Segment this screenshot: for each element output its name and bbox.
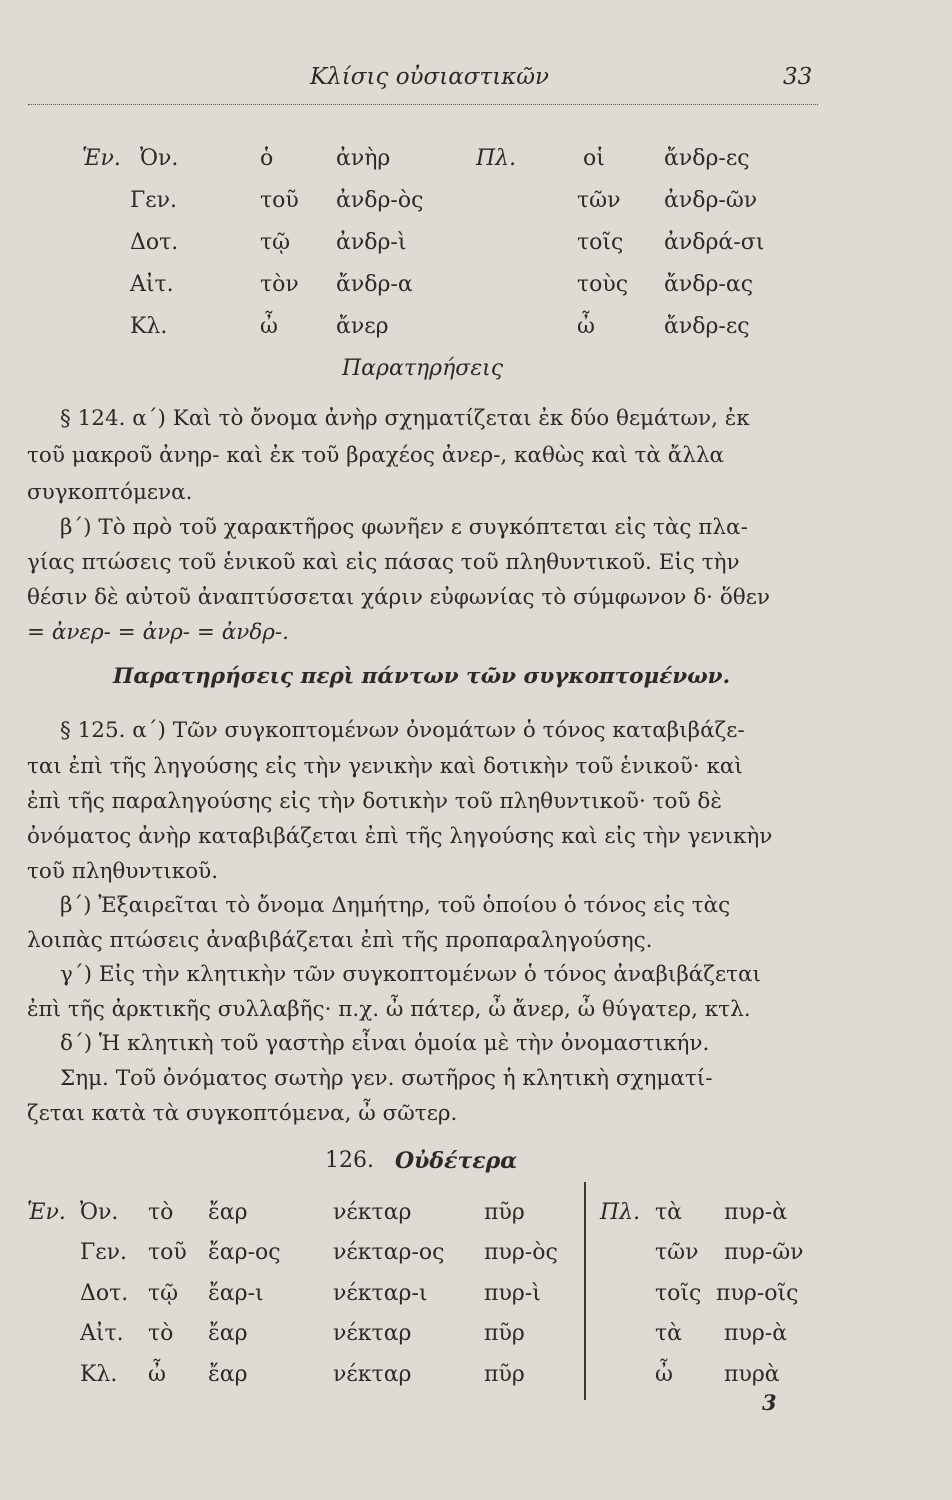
plural-article: τὰ <box>655 1321 683 1346</box>
form-ear: ἔαρ-ος <box>208 1240 281 1265</box>
paragraph-125-note-line: ζεται κατὰ τὰ συγκοπτόμενα, ὦ σῶτερ. <box>27 1101 458 1126</box>
paragraph-124-line: συγκοπτόμενα. <box>27 480 193 505</box>
plural-form: ἀνδρ-ῶν <box>664 188 758 213</box>
form-nektar: νέκταρ-ι <box>333 1281 428 1306</box>
paragraph-125-line: ὀνόματος ἀνὴρ καταβιβάζεται ἐπὶ τῆς ληγούσης καὶ εἰς τὴν γενικὴν <box>27 824 773 849</box>
form: ἀνὴρ <box>336 146 391 171</box>
case-label: Δοτ. <box>130 230 179 255</box>
section-heading: Παρατηρήσεις <box>342 356 504 381</box>
paragraph-124-line: γίας πτώσεις τοῦ ἑνικοῦ καὶ εἰς πάσας τοῦ πληθυντικοῦ. Εἰς τὴν <box>27 550 740 575</box>
case-label: Ὀν. <box>140 146 179 171</box>
form: ἀνδρ-ὸς <box>336 188 424 213</box>
plural-article: οἱ <box>583 146 605 171</box>
header-rule <box>28 104 818 105</box>
form-nektar: νέκταρ <box>333 1321 412 1346</box>
section-heading: Οὐδέτερα <box>395 1148 518 1174</box>
paragraph-125-line: λοιπὰς πτώσεις ἀναβιβάζεται ἐπὶ τῆς προπαραληγούσης. <box>27 928 653 953</box>
plural-article: ὦ <box>655 1362 673 1387</box>
paragraph-125-line: δ΄) Ἡ κλητικὴ τοῦ γαστὴρ εἶναι ὁμοία μὲ τὴν ὀνομαστικήν. <box>60 1031 710 1056</box>
article: τοῦ <box>148 1240 187 1265</box>
plural-form: πυρ-ὰ <box>724 1321 788 1346</box>
paragraph-125-line: β΄) Ἐξαιρεῖται τὸ ὄνομα Δημήτηρ, τοῦ ὁποίου ὁ τόνος εἰς τὰς <box>60 893 731 918</box>
form-ear: ἔαρ <box>208 1362 248 1387</box>
paragraph-125-line: ἐπὶ τῆς παραληγούσης εἰς τὴν δοτικὴν τοῦ πληθυντικοῦ· τοῦ δὲ <box>27 789 722 814</box>
form-ear: ἔαρ <box>208 1321 248 1346</box>
form-pyr: πυρ-ὸς <box>484 1240 558 1265</box>
article: ὦ <box>148 1362 166 1387</box>
form: ἄνδρ-α <box>336 272 413 297</box>
case-label: Γεν. <box>130 188 178 213</box>
plural-article: τὰ <box>655 1200 683 1225</box>
plural-form: ἀνδρά-σι <box>664 230 765 255</box>
plural-form: ἄνδρ-ες <box>664 314 750 339</box>
plural-form: ἄνδρ-ας <box>664 272 754 297</box>
paragraph-125-line: τοῦ πληθυντικοῦ. <box>27 859 219 884</box>
form-pyr: πυρ-ὶ <box>484 1281 541 1306</box>
plural-article: τοῖς <box>655 1281 702 1306</box>
singular-label: Ἑν. <box>27 1200 66 1225</box>
article: τοῦ <box>260 188 299 213</box>
plural-article: τοὺς <box>577 272 629 297</box>
form-ear: ἔαρ <box>208 1200 248 1225</box>
running-header-title: Κλίσις οὐσιαστικῶν <box>310 64 550 90</box>
section-number: 126. <box>325 1148 374 1173</box>
paragraph-125-line: γ΄) Εἰς τὴν κλητικὴν τῶν συγκοπτομένων ὁ τόνος ἀναβιβάζεται <box>60 962 761 987</box>
column-divider <box>584 1182 586 1400</box>
plural-article: τῶν <box>655 1240 699 1265</box>
case-label: Αἰτ. <box>80 1321 124 1346</box>
form-nektar: νέκταρ <box>333 1200 412 1225</box>
article: τὸν <box>260 272 299 297</box>
article: τὸ <box>148 1200 174 1225</box>
case-label: Αἰτ. <box>130 272 174 297</box>
plural-form: πυρὰ <box>724 1362 780 1387</box>
page-number: 33 <box>783 64 813 90</box>
paragraph-124-line: = ἀνερ- = ἀνρ- = ἀνδρ-. <box>27 620 290 645</box>
article: ὦ <box>260 314 278 339</box>
form: ἀνδρ-ὶ <box>336 230 407 255</box>
case-label: Δοτ. <box>80 1281 129 1306</box>
article: τῷ <box>260 230 291 255</box>
paragraph-125-line: § 125. α΄) Τῶν συγκοπτομένων ὀνομάτων ὁ τόνος καταβιβάζε- <box>60 718 745 743</box>
plural-form: πυρ-οῖς <box>716 1281 799 1306</box>
paragraph-125-line: ἐπὶ τῆς ἀρκτικῆς συλλαβῆς· π.χ. ὦ πάτερ, ὦ ἄνερ, ὦ θύγατερ, κτλ. <box>27 997 751 1022</box>
form: ἄνερ <box>336 314 389 339</box>
case-label: Γεν. <box>80 1240 128 1265</box>
form-pyr: πῦρ <box>484 1200 525 1225</box>
form-nektar: νέκταρ <box>333 1362 412 1387</box>
case-label: Κλ. <box>80 1362 118 1387</box>
paragraph-124-line: § 124. α΄) Καὶ τὸ ὄνομα ἀνὴρ σχηματίζεται ἐκ δύο θεμάτων, ἐκ <box>60 406 750 431</box>
plural-article: τῶν <box>577 188 621 213</box>
case-label: Κλ. <box>130 314 168 339</box>
form-pyr: πῦρ <box>484 1321 525 1346</box>
article: ὁ <box>260 146 274 171</box>
paragraph-125-line: ται ἐπὶ τῆς ληγούσης εἰς τὴν γενικὴν καὶ δοτικὴν τοῦ ἑνικοῦ· καὶ <box>27 754 743 779</box>
form-nektar: νέκταρ-ος <box>333 1240 445 1265</box>
paragraph-124-line: θέσιν δὲ αὐτοῦ ἀναπτύσσεται χάριν εὐφωνίας τὸ σύμφωνον δ· ὅθεν <box>27 585 770 610</box>
plural-form: ἄνδρ-ες <box>664 146 750 171</box>
article: τὸ <box>148 1321 174 1346</box>
form-pyr: πῦρ <box>484 1362 525 1387</box>
plural-form: πυρ-ὰ <box>724 1200 788 1225</box>
paragraph-124-line: τοῦ μακροῦ ἀνηρ- καὶ ἐκ τοῦ βραχέος ἀνερ-, καθὼς καὶ τὰ ἄλλα <box>27 443 725 468</box>
plural-label: Πλ. <box>600 1200 641 1225</box>
case-label: Ὀν. <box>80 1200 119 1225</box>
signature-mark: 3 <box>762 1390 777 1415</box>
plural-article: τοῖς <box>577 230 624 255</box>
plural-article: ὦ <box>577 314 595 339</box>
paragraph-125-note-line: Σημ. Τοῦ ὀνόματος σωτὴρ γεν. σωτῆρος ἡ κλητικὴ σχηματί- <box>60 1066 713 1091</box>
singular-label: Ἑν. <box>82 146 121 171</box>
form-ear: ἔαρ-ι <box>208 1281 264 1306</box>
plural-form: πυρ-ῶν <box>724 1240 804 1265</box>
plural-label: Πλ. <box>476 146 517 171</box>
section-heading: Παρατηρήσεις περὶ πάντων τῶν συγκοπτομένων. <box>113 664 731 689</box>
paragraph-124-line: β΄) Τὸ πρὸ τοῦ χαρακτῆρος φωνῆεν ε συγκόπτεται εἰς τὰς πλα- <box>60 515 748 540</box>
article: τῷ <box>148 1281 179 1306</box>
